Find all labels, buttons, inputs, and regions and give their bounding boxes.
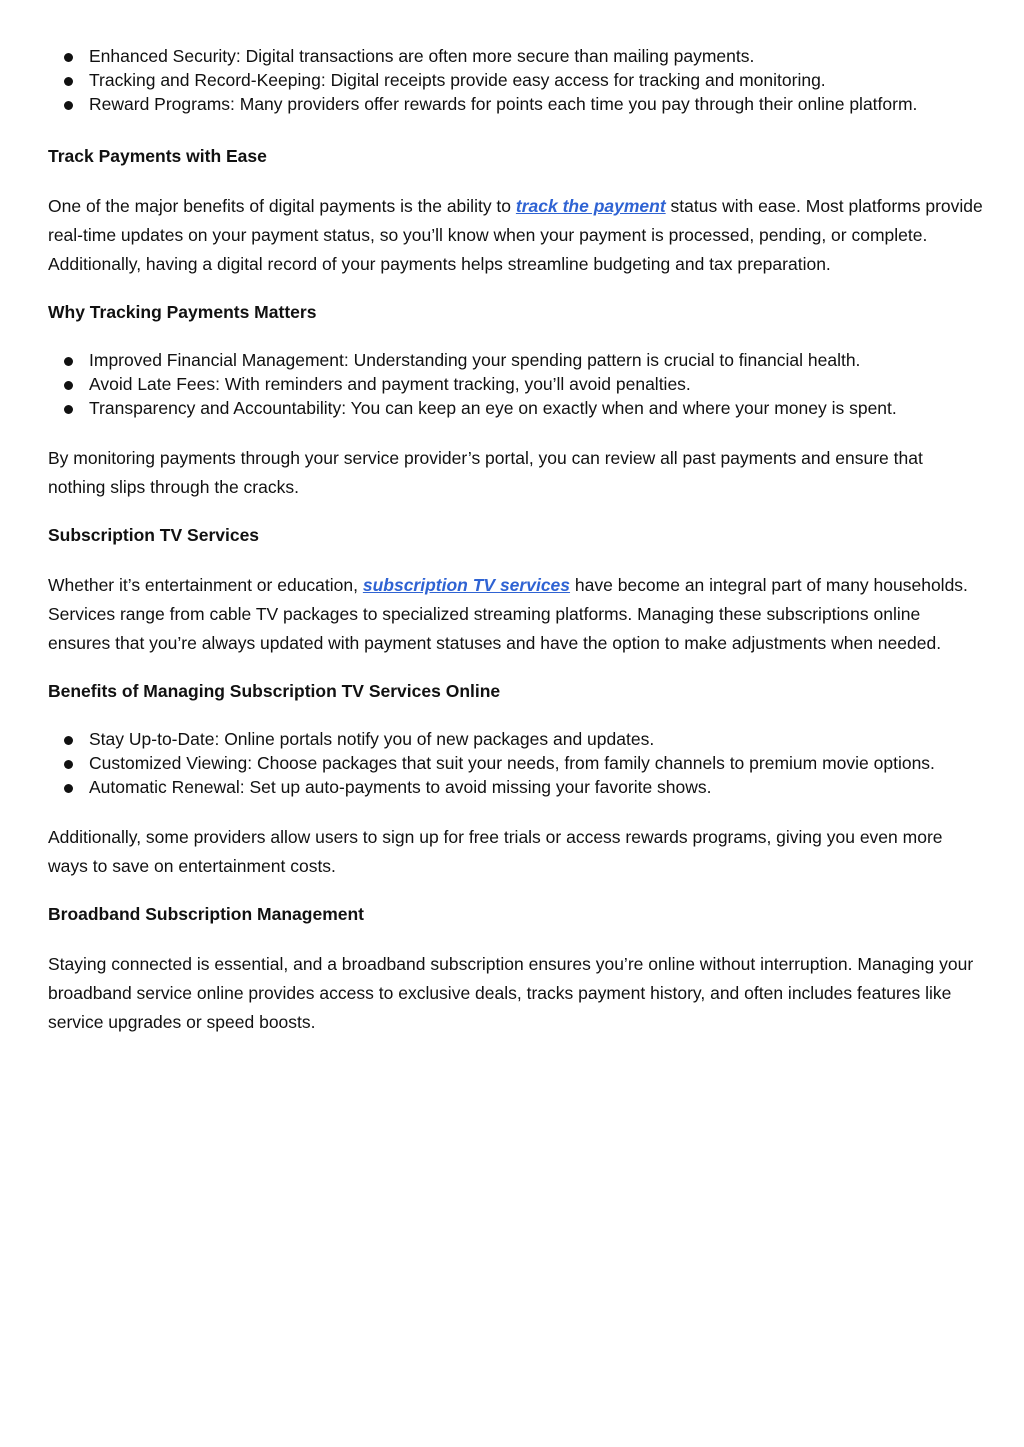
heading-track-payments: Track Payments with Ease	[48, 146, 267, 166]
list-item-text: Reward Programs: Many providers offer rewards for points each time you pay through their online platform.	[89, 94, 918, 114]
bullet-icon	[64, 77, 73, 86]
bullet-icon	[64, 357, 73, 366]
paragraph-text: Whether it’s entertainment or education,	[48, 575, 363, 595]
list-item-text: Stay Up-to-Date: Online portals notify you of new packages and updates.	[89, 729, 655, 749]
managing-benefits-list	[48, 727, 983, 799]
list-item-text: Transparency and Accountability: You can keep an eye on exactly when and where your money is spent.	[89, 398, 897, 418]
list-item-text: Tracking and Record-Keeping: Digital receipts provide easy access for tracking and monitoring.	[89, 70, 826, 90]
bullet-icon	[64, 760, 73, 769]
list-item-text: Customized Viewing: Choose packages that suit your needs, from family channels to premium movie options.	[89, 753, 935, 773]
list-item	[48, 348, 983, 372]
list-item-text: Avoid Late Fees: With reminders and payment tracking, you’ll avoid penalties.	[89, 374, 691, 394]
list-item	[48, 751, 983, 775]
heading-benefits-managing: Benefits of Managing Subscription TV Services Online	[48, 681, 501, 701]
track-the-payment-link[interactable]: track the payment	[515, 196, 666, 216]
bullet-icon	[64, 381, 73, 390]
benefits-list	[48, 44, 983, 116]
bullet-icon	[64, 53, 73, 62]
heading-subscription-tv: Subscription TV Services	[48, 525, 260, 545]
heading-why-tracking: Why Tracking Payments Matters	[48, 302, 317, 322]
bullet-icon	[64, 405, 73, 414]
list-item	[48, 372, 983, 396]
list-item-text: Improved Financial Management: Understanding your spending pattern is crucial to financial health.	[89, 350, 861, 370]
list-item	[48, 68, 983, 92]
paragraph-track-payments	[48, 192, 983, 279]
list-item	[48, 92, 983, 116]
list-item	[48, 727, 983, 751]
paragraph-subscription-tv	[48, 571, 983, 658]
paragraph-broadband: Staying connected is essential, and a broadband subscription ensures you’re online without interruption. Managing your broadband service online provides access to exclusive deals, tracks payment history, and often includes features like service upgrades or speed boosts.	[48, 954, 974, 1032]
document-content	[48, 44, 983, 1037]
list-item	[48, 44, 983, 68]
bullet-icon	[64, 101, 73, 110]
heading-broadband: Broadband Subscription Management	[48, 904, 364, 924]
list-item	[48, 775, 983, 799]
paragraph-text: status with ease. Most platforms provide real-time updates on your payment status, so you’ll know when your payment is processed, pending, or complete. Additionally, having a digital record of your payments helps streamline budgeting and tax preparation.	[48, 196, 983, 274]
bullet-icon	[64, 736, 73, 745]
paragraph-free-trials: Additionally, some providers allow users to sign up for free trials or access rewards programs, giving you even more ways to save on entertainment costs.	[48, 827, 943, 876]
subscription-tv-services-link[interactable]: subscription TV services	[362, 575, 571, 595]
why-tracking-list	[48, 348, 983, 420]
list-item	[48, 396, 983, 420]
paragraph-text: have become an integral part of many households. Services range from cable TV packages to specialized streaming platforms. Managing these subscriptions online ensures that you’re always updated with payment statuses and have the option to make adjustments when needed.	[48, 575, 968, 653]
paragraph-monitoring: By monitoring payments through your service provider’s portal, you can review all past payments and ensure that nothing slips through the cracks.	[48, 448, 923, 497]
bullet-icon	[64, 784, 73, 793]
list-item-text: Automatic Renewal: Set up auto-payments to avoid missing your favorite shows.	[89, 777, 712, 797]
paragraph-text: One of the major benefits of digital payments is the ability to	[48, 196, 516, 216]
list-item-text: Enhanced Security: Digital transactions are often more secure than mailing payments.	[89, 46, 755, 66]
